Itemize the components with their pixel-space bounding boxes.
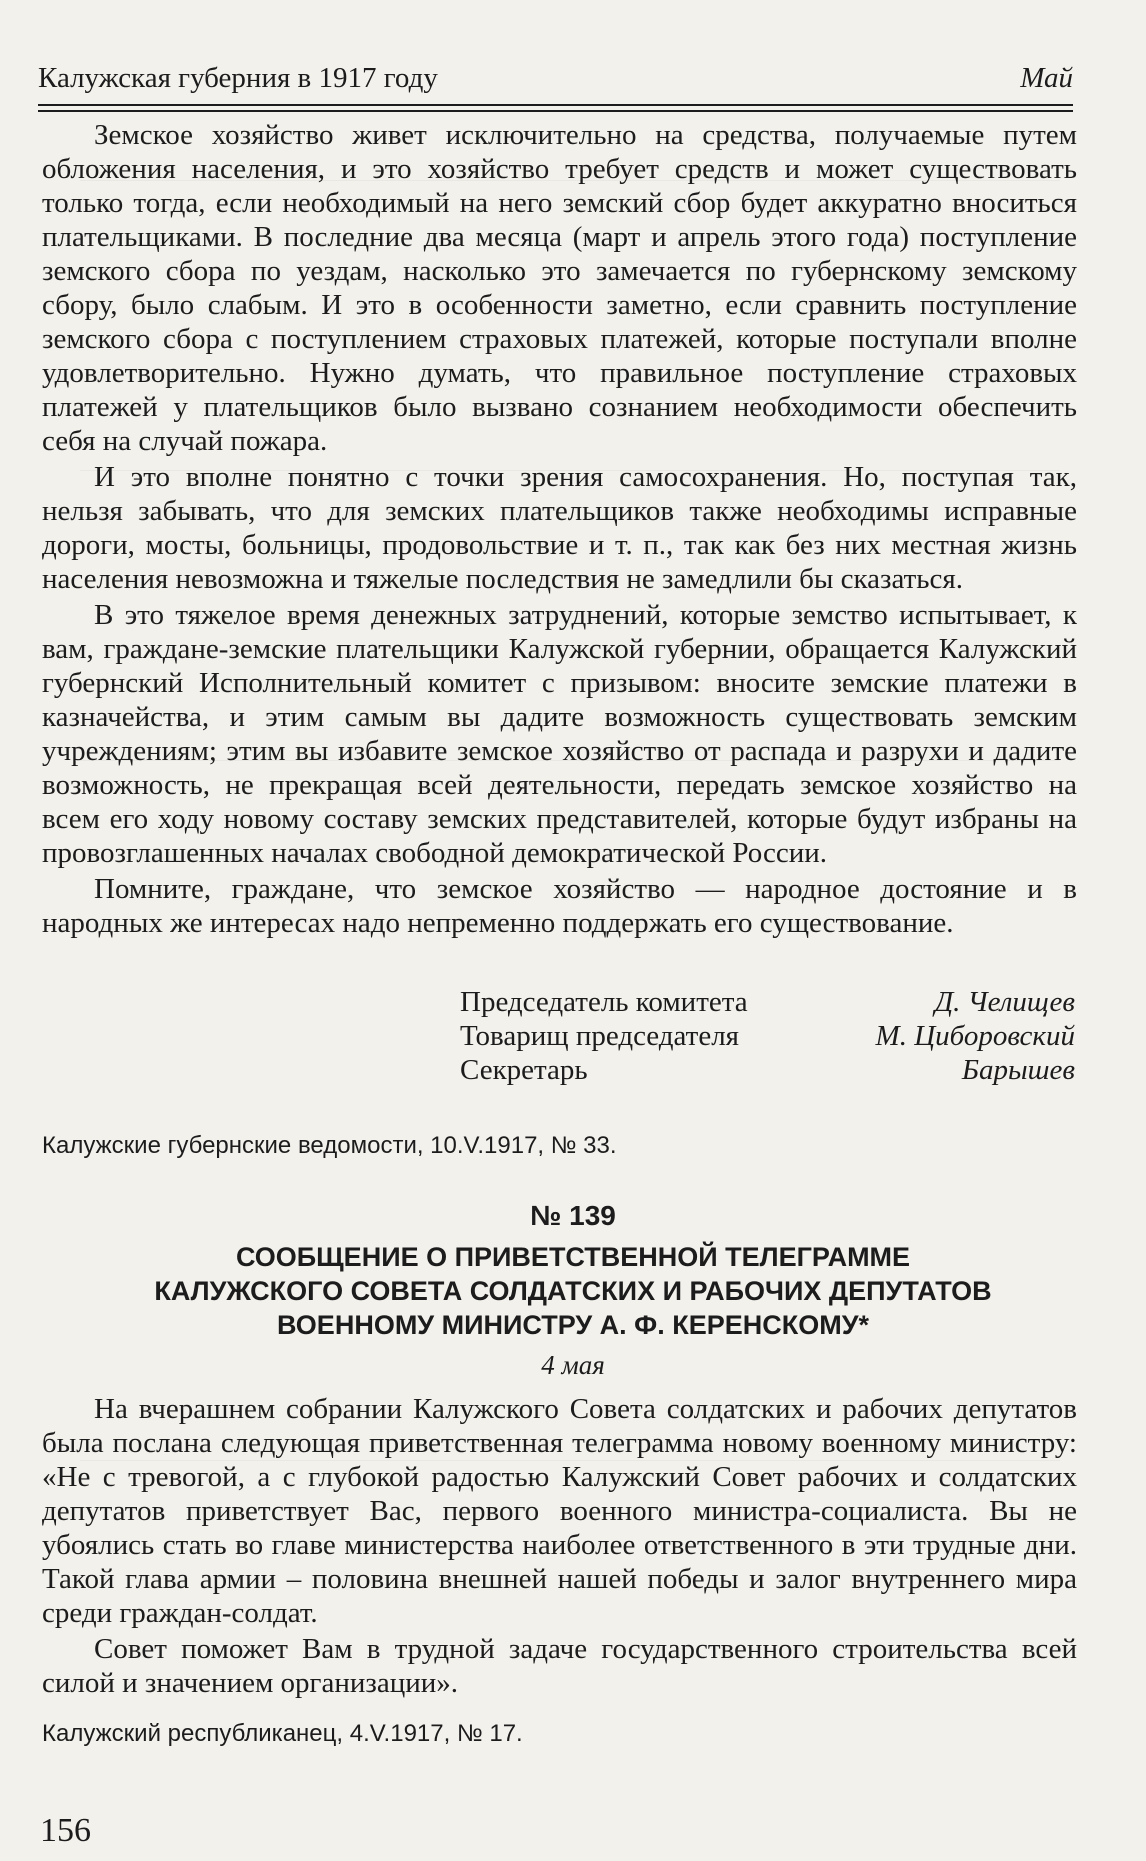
title-line: КАЛУЖСКОГО СОВЕТА СОЛДАТСКИХ И РАБОЧИХ ДЕПУТАТОВ xyxy=(154,1276,992,1306)
signature-role: Секретарь xyxy=(460,1054,588,1086)
header-rule xyxy=(38,110,1073,112)
doc-138-text xyxy=(42,118,1077,940)
doc-139-date: 4 мая xyxy=(541,1350,605,1380)
paragraph: Совет поможет Вам в трудной задаче государственного строительства всей силой и значением организации». xyxy=(42,1633,1077,1699)
signature-role: Товарищ председателя xyxy=(460,1020,740,1052)
paragraph: В это тяжелое время денежных затруднений, которые земство испытывает, к вам, граждане-земские плательщики Калужской губернии, обращается Калужский губернский Исполнительный комитет с призывом: вносите земские платежи в казначейства, и этим самым вы дадите возможность существовать земским учреждениям; этим вы избавите земское хозяйство от распада и разрухи и дадите возможность, не прекращая всей деятельности, передать земское хозяйство на всем его ходу новому составу земских представителей, которые будут избраны на провозглашенных началах свободной демократической России. xyxy=(42,599,1077,869)
title-line: ВОЕННОМУ МИНИСТРУ А. Ф. КЕРЕНСКОМУ* xyxy=(276,1310,870,1340)
doc-139-title xyxy=(60,1240,1086,1342)
signature-row xyxy=(460,1019,1075,1053)
signature-name: Д. Челищев xyxy=(934,986,1075,1018)
signature-name: Барышев xyxy=(961,1054,1075,1086)
doc-138-source: Калужские губернские ведомости, 10.V.1917, № 33. xyxy=(42,1132,617,1159)
running-header-month: Май xyxy=(1020,62,1073,94)
signature-role: Председатель комитета xyxy=(460,986,748,1018)
page-number: 156 xyxy=(40,1812,91,1849)
paragraph: На вчерашнем собрании Калужского Совета солдатских и рабочих депутатов была послана следующая приветственная телеграмма новому военному министру: «Не с тревогой, а с глубокой радостью Калужский Совет рабочих и солдатских депутатов приветствует Вас, первого военного министра-социалиста. Вы не убоялись стать во главе министерства наиболее ответственного в эти трудные дни. Такой глава армии – половина внешней нашей победы и залог внутреннего мира среди граждан-солдат. xyxy=(42,1393,1077,1629)
paragraph: И это вполне понятно с точки зрения самосохранения. Но, поступая так, нельзя забывать, что для земских плательщиков также необходимы исправные дороги, мосты, больницы, продовольствие и т. п., так как без них местная жизнь населения невозможна и тяжелые последствия не замедлили бы сказаться. xyxy=(42,461,1077,595)
doc-139-source: Калужский республиканец, 4.V.1917, № 17. xyxy=(42,1720,523,1747)
title-line: СООБЩЕНИЕ О ПРИВЕТСТВЕННОЙ ТЕЛЕГРАММЕ xyxy=(235,1242,911,1272)
doc-139-text xyxy=(42,1392,1077,1700)
running-header-title: Калужская губерния в 1917 году xyxy=(38,62,438,94)
signature-row xyxy=(460,1053,1075,1087)
signature-name: М. Циборовский xyxy=(875,1020,1075,1052)
running-header xyxy=(38,62,1073,95)
paragraph: Земское хозяйство живет исключительно на средства, получаемые путем обложения населения, и это хозяйство требует средств и может существовать только тогда, если необходимый на него земский сбор будет аккуратно вноситься плательщиками. В последние два месяца (март и апрель этого года) поступление земского сбора по уездам, насколько это замечается по губернскому земскому сбору, было слабым. И это в особенности заметно, если сравнить поступление земского сбора с поступлением страховых платежей, которые поступали вполне удовлетворительно. Нужно думать, что правильное поступление страховых платежей у плательщиков было вызвано сознанием необходимости обеспечить себя на случай пожара. xyxy=(42,119,1077,457)
signature-block xyxy=(460,985,1075,1087)
signature-row xyxy=(460,985,1075,1019)
header-rule xyxy=(38,104,1073,106)
doc-139-number: № 139 xyxy=(530,1200,616,1231)
paragraph: Помните, граждане, что земское хозяйство — народное достояние и в народных же интересах надо непременно поддержать его существование. xyxy=(42,873,1077,939)
